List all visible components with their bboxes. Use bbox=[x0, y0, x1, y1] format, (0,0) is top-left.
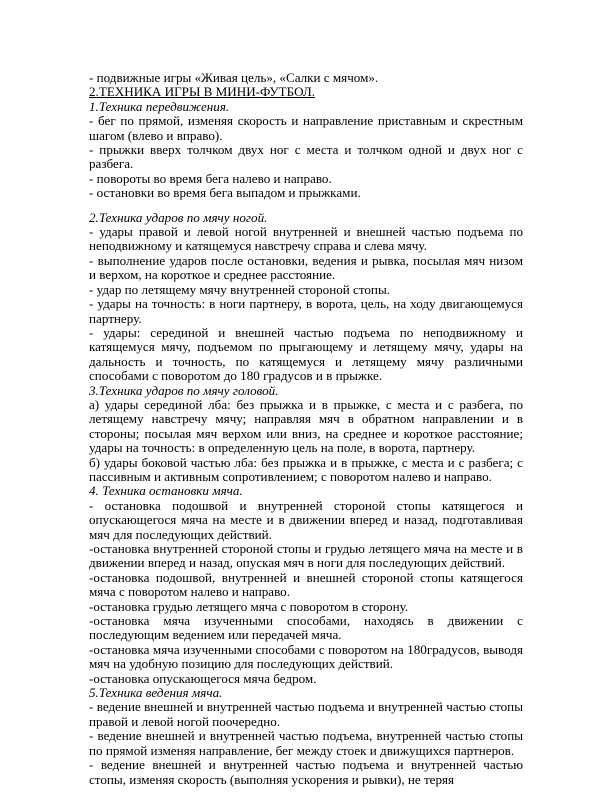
paragraph-volley: - удар по летящему мячу внутренней стороной стопы. bbox=[89, 281, 391, 297]
paragraph-dribble-speed: - ведение внешней и внутренней частью подъема и внутренней частью стопы, изменяя скорость (выполняя ускорения и рывки), не теряя bbox=[89, 757, 523, 787]
paragraph-stop-turn: -остановка подошвой, внутренней и внешней стороной стопы катящегося мяча с поворотом налево и направо. bbox=[89, 569, 523, 600]
subheading-dribbling-technique: 5.Техника ведения мяча. bbox=[89, 685, 223, 701]
paragraph-stop-180: -остановка мяча изученными способами с поворотом на 180градусов, выводя мяч на удобную позицию для последующих действий. bbox=[89, 641, 523, 672]
paragraph-kicks-after-stop: - выполнение ударов после остановки, ведения и рывка, посылая мяч низом и верхом, на короткое и среднее расстояние. bbox=[89, 252, 523, 283]
paragraph-dribble-alternate: - ведение внешней и внутренней частью подъема и внутренней частью стопы правой и левой ногой поочередно. bbox=[89, 699, 523, 729]
paragraph-running: - бег по прямой, изменяя скорость и направление приставным и скрестным шагом (влево и вправо). bbox=[89, 113, 523, 143]
section-heading-game-technique: 2.ТЕХНИКА ИГРЫ В МИНИ-ФУТБОЛ. bbox=[89, 84, 316, 100]
paragraph-kicks-instep: - удары правой и левой ногой внутренней и внешней частью подъема по неподвижному и катящемуся навстречу справа и слева мячу. bbox=[89, 224, 523, 254]
paragraph-stop-moving: -остановка мяча изученными способами, находясь в движении с последующим ведением или передачей мяча. bbox=[89, 613, 523, 643]
subheading-movement-technique: 1.Техника передвижения. bbox=[89, 98, 230, 114]
paragraph-accuracy-kicks: - удары на точность: в ноги партнеру, в ворота, цель, на ходу двигающемуся партнеру. bbox=[89, 296, 523, 326]
paragraph-forehead-center: а) удары серединой лба: без прыжка и в прыжке, с места и с разбега, по летящему навстречу мячу; направляя мяч в обратном направлении и в стороны; посылая мяч верхом или вниз, на среднее и короткое расстояние; удары на точность: в определенную цель на поле, в ворота, партнеру. bbox=[89, 396, 523, 456]
paragraph-turns: - повороты во время бега налево и направо. bbox=[89, 170, 332, 186]
paragraph-stop-chest: -остановка внутренней стороной стопы и грудью летящего мяча на месте и в движении вперед и назад, опуская мяч в ноги для последующих действий. bbox=[89, 541, 523, 571]
paragraph-jumps: - прыжки вверх толчком двух ног с места и толчком одной и двух ног с разбега. bbox=[89, 142, 523, 172]
paragraph-outdoor-games: - подвижные игры «Живая цель», «Салки с мячом». bbox=[89, 70, 379, 85]
paragraph-stops: - остановки во время бега выпадом и прыжками. bbox=[89, 185, 361, 201]
subheading-kick-technique: 2.Техника ударов по мячу ногой. bbox=[89, 209, 268, 225]
paragraph-distance-kicks: - удары: серединой и внешней частью подъема по неподвижному и катящемуся мячу, подъемом по прыгающему и летящему мячу, удары на дальность и точность, по катящемуся и летящему мячу различными способами с поворотом до 180 градусов и в прыжке. bbox=[89, 324, 523, 384]
paragraph-stop-chest-turn: -остановка грудью летящего мяча с поворотом в сторону. bbox=[89, 598, 409, 614]
subheading-stopping-technique: 4. Техника остановки мяча. bbox=[89, 483, 243, 499]
document-page bbox=[89, 71, 523, 787]
paragraph-dribble-direction: - ведение внешней и внутренней частью подъема, внутренней частью стопы по прямой изменяя направление, бег между стоек и движущихся партнеров. bbox=[89, 728, 523, 758]
subheading-heading-technique: 3.Техника ударов по мячу головой. bbox=[89, 382, 279, 398]
paragraph-stop-thigh: -остановка опускающегося мяча бедром. bbox=[89, 670, 317, 686]
paragraph-forehead-side: б) удары боковой частью лба: без прыжка и в прыжке, с места и с разбега; с пассивным и активным сопротивлением; с поворотом налево и направо. bbox=[89, 454, 523, 484]
paragraph-stop-sole: - остановка подошвой и внутренней стороной стопы катящегося и опускающегося мяча на месте и в движении вперед и назад, подготавливая мяч для последующих действий. bbox=[89, 497, 523, 542]
